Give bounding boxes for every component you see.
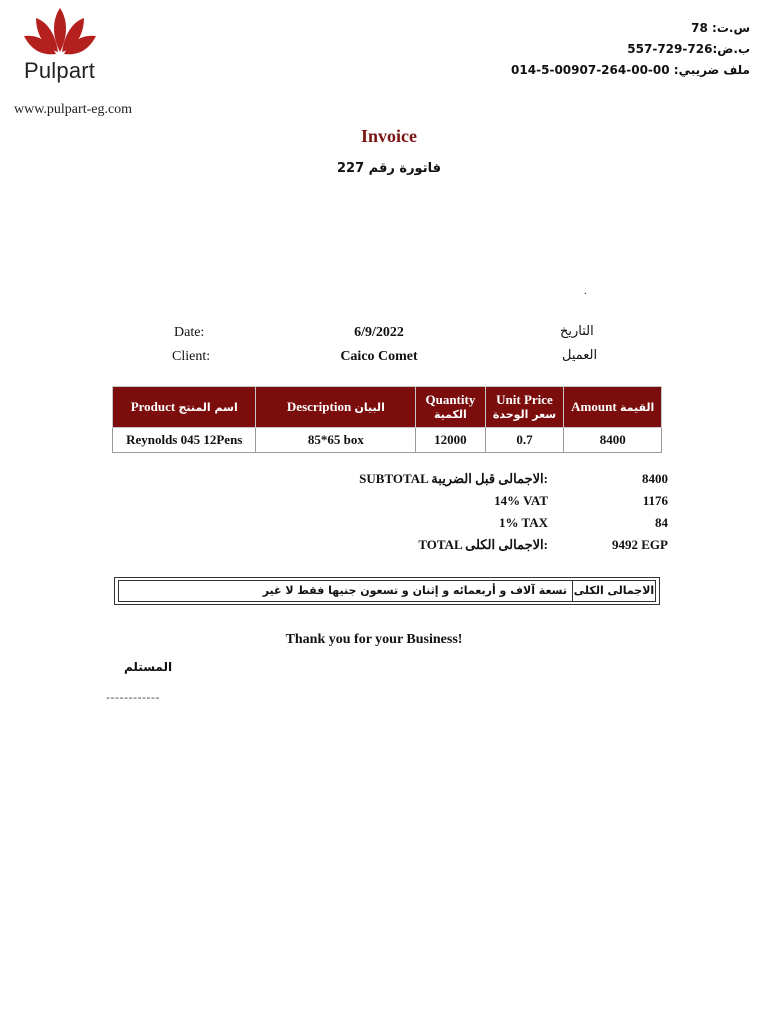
subtotal-label: SUBTOTAL الاجمالى قبل الضريبة:	[359, 471, 548, 486]
amount-in-words-inner	[118, 580, 656, 602]
total-label: TOTAL الاجمالى الكلى:	[418, 537, 548, 552]
date-label-ar: التاريخ	[560, 324, 594, 339]
cell-unit-price: 0.7	[485, 428, 564, 453]
table-header-row	[113, 387, 662, 428]
receiver-label: المستلم	[124, 660, 173, 674]
company-website: www.pulpart-eg.com	[14, 102, 133, 117]
vat-label: 14% VAT	[494, 493, 548, 508]
amount-in-words-box	[114, 577, 660, 605]
header-product: Product اسم المنتج	[113, 387, 256, 428]
lotus-logo-icon	[22, 6, 98, 62]
amount-in-words-text: تسعة آلاف و أربعمائه و إثنان و تسعون جنيها فقط لا غير	[262, 584, 567, 597]
tax-label: 1% TAX	[499, 515, 548, 530]
cell-amount: 8400	[564, 428, 662, 453]
thank-you-note: Thank you for your Business!	[285, 632, 463, 647]
date-label: Date:	[174, 325, 205, 340]
tax-value: 84	[655, 515, 668, 530]
client-value: Caico Comet	[340, 349, 418, 364]
signature-line: ------------	[106, 690, 160, 704]
total-value: 9492 EGP	[612, 537, 668, 552]
items-table	[112, 386, 662, 453]
cell-quantity: 12000	[416, 428, 485, 453]
cell-description: 85*65 box	[256, 428, 416, 453]
header-unit-price: Unit Price سعر الوحدة	[485, 387, 564, 428]
table-row	[113, 428, 662, 453]
amount-in-words-label: الاجمالى الكلى	[572, 581, 655, 601]
date-value: 6/9/2022	[354, 325, 404, 340]
tax-card: ب.ض:726-729-557	[627, 42, 750, 56]
client-label: Client:	[172, 349, 211, 364]
header-amount: Amount القيمة	[564, 387, 662, 428]
tax-file: ملف ضريبي: 00-00-264-00907-5-014	[511, 63, 750, 77]
invoice-number: فاتورة رقم 227	[337, 161, 441, 176]
company-registration-info	[511, 18, 750, 81]
header-quantity: Quantity الكمية	[416, 387, 485, 428]
subtotal-value: 8400	[642, 471, 668, 486]
company-name: Pulpart	[24, 58, 96, 83]
client-label-ar: العميل	[562, 348, 598, 363]
vat-value: 1176	[642, 493, 668, 508]
cell-product: Reynolds 045 12Pens	[113, 428, 256, 453]
stray-dot: .	[584, 286, 587, 297]
header-description: Description البيان	[256, 387, 416, 428]
invoice-title: Invoice	[361, 126, 417, 146]
commercial-register: س.ت: 78	[691, 21, 750, 35]
